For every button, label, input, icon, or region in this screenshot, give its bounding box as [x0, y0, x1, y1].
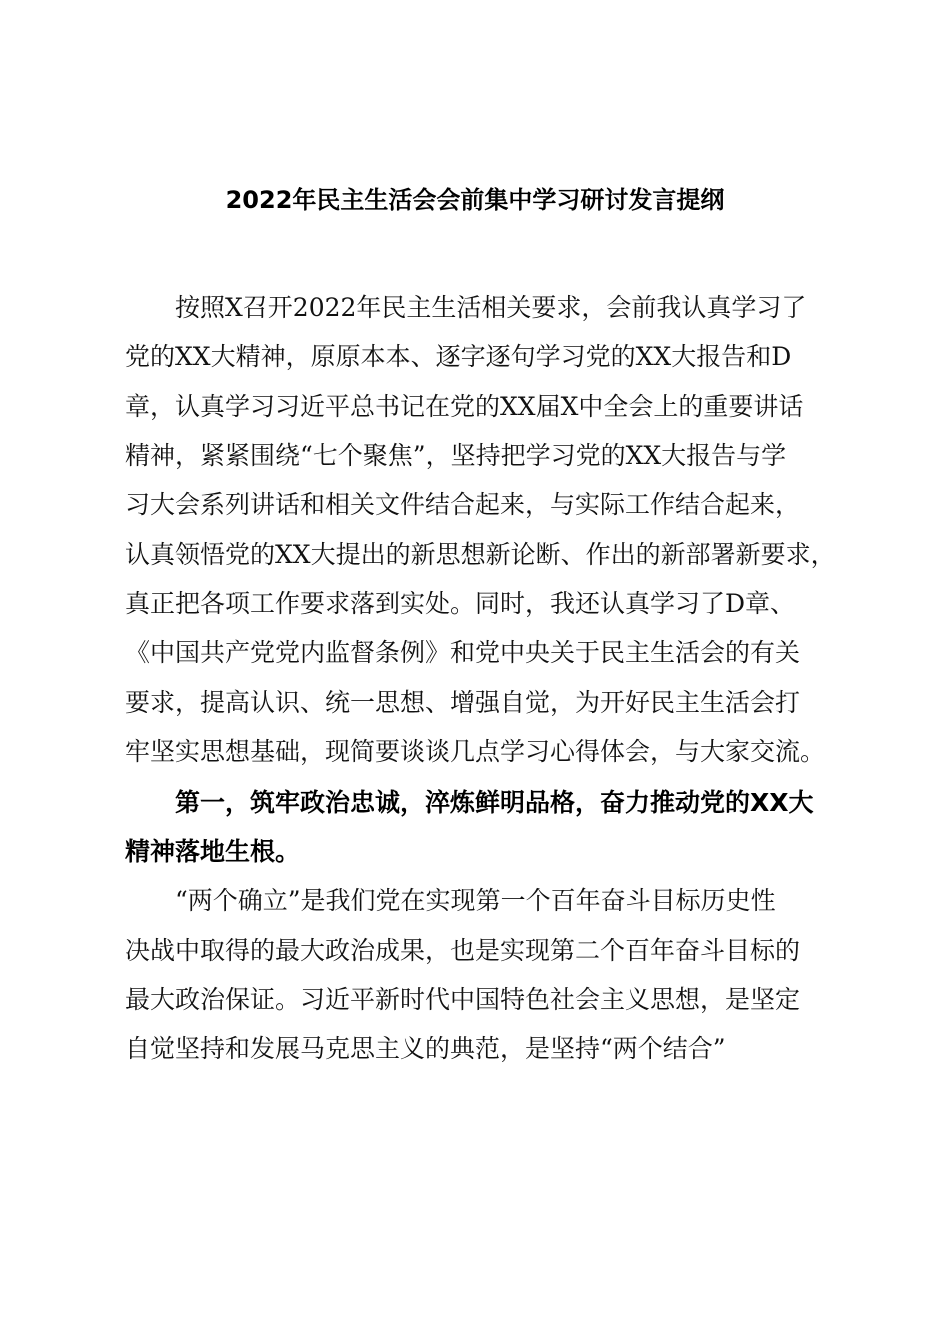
paragraph-line: 牢坚实思想基础，现简要谈谈几点学习心得体会，与大家交流。: [125, 737, 826, 766]
paragraph-line: 习大会系列讲话和相关文件结合起来，与实际工作结合起来，: [125, 490, 801, 519]
paragraph-line: 真正把各项工作要求落到实处。同时，我还认真学习了D章、: [125, 589, 796, 618]
document-title: 2022年民主生活会会前集中学习研讨发言提纲: [225, 186, 725, 214]
paragraph-line: 要求，提高认识、统一思想、增强自觉，为开好民主生活会打: [125, 688, 801, 717]
paragraph-line: 自觉坚持和发展马克思主义的典范，是坚持“两个结合”: [125, 1034, 726, 1063]
paragraph-line: 决战中取得的最大政治成果，也是实现第二个百年奋斗目标的: [125, 936, 801, 965]
paragraph-line: 《中国共产党党内监督条例》和党中央关于民主生活会的有关: [125, 638, 801, 667]
paragraph-line: 党的XX大精神，原原本本、逐字逐句学习党的XX大报告和D: [125, 342, 792, 371]
heading-line: 第一，筑牢政治忠诚，淬炼鲜明品格，奋力推动党的XX大: [175, 788, 814, 817]
paragraph-line: 精神，紧紧围绕“七个聚焦”，坚持把学习党的XX大报告与学: [125, 441, 787, 470]
paragraph-line: “两个确立”是我们党在实现第一个百年奋斗目标历史性: [175, 886, 776, 915]
paragraph-line: 按照X召开2022年民主生活相关要求，会前我认真学习了: [175, 293, 807, 322]
paragraph-line: 章，认真学习习近平总书记在党的XX届X中全会上的重要讲话: [125, 392, 804, 421]
heading-line: 精神落地生根。: [125, 837, 301, 866]
paragraph-line: 最大政治保证。习近平新时代中国特色社会主义思想，是坚定: [125, 985, 801, 1014]
paragraph-line: 认真领悟党的XX大提出的新思想新论断、作出的新部署新要求，: [125, 540, 836, 569]
